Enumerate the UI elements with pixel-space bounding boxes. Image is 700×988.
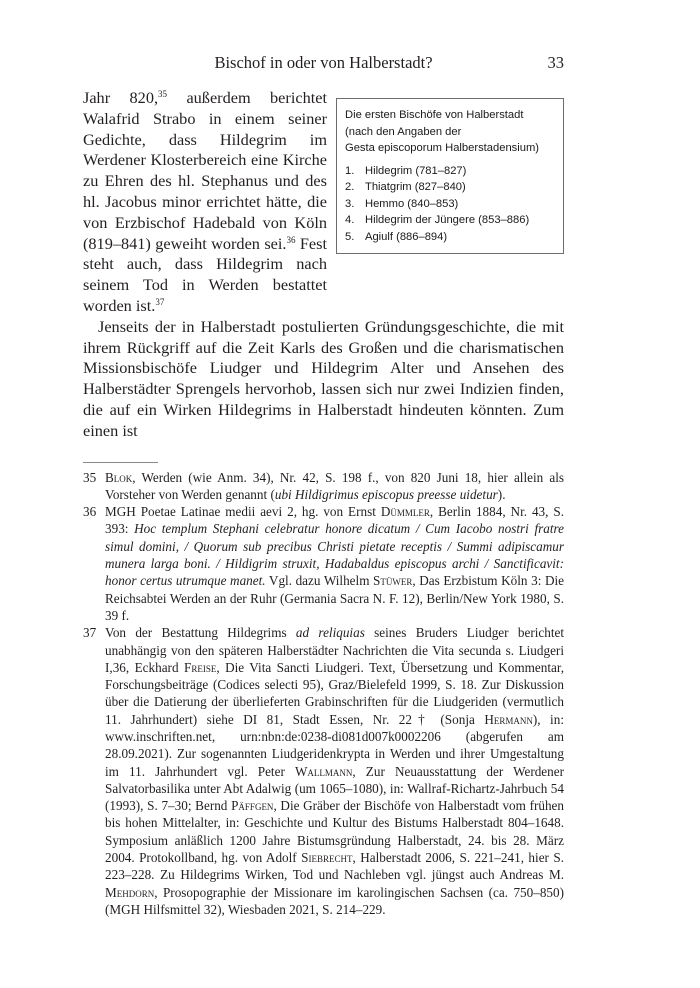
text-run: , Prosopographie der Missionare im karolingischen Sachsen (ca. 750–850) (MGH Hilfsmittel 32), Wiesbaden 2021, S. 214–229. — [105, 884, 564, 917]
footnote-text — [105, 625, 564, 917]
quoted-latin: ubi Hildigrimus episcopus preesse uidetur — [274, 486, 498, 502]
bishop-number: 3. — [345, 197, 355, 210]
author-name: Mehdorn — [105, 884, 155, 900]
body-paragraph-1 — [83, 88, 327, 317]
bishop-item — [345, 212, 557, 229]
paragraph-text: Jenseits der in Halberstadt postulierten Gründungsgeschichte, die mit ihrem Rückgriff auf die Zeit Karls des Großen und die charismatischen Missionsbischöfe Liudger und Hildegrim Alter und Ansehen des Halberstädter Sprengels hervorhob, lassen sich nur zwei Indizien finden, die auf ein Wirken Hildegrims in Halberstadt hindeuten könnten. Zum einen ist — [83, 316, 564, 440]
footnotes — [83, 469, 564, 919]
author-name: Päffgen — [231, 798, 274, 814]
text-run: ), in: www.inschriften.net, urn:nbn:de:0238-di081d007k0002206 (abgerufen am 28.09.2021). Zur sogenannten Liudgeridenkrypta in Werden und ihrer Umgestaltung im 11. Jahrhundert vgl. Peter — [105, 711, 564, 779]
bishop-number: 5. — [345, 230, 355, 243]
text-run: Jahr 820, — [83, 88, 159, 107]
text-run: , Halberstadt 2006, S. 221–241, hier S. 223–228. Zu Hildegrims Wirken, Tod und Nachleben vgl. jüngst auch Andreas M. — [105, 850, 564, 883]
footnote-ref-36[interactable]: 36 — [286, 234, 296, 245]
text-run: , Werden (wie Anm. 34), Nr. 42, S. 198 f., von 820 Juni 18, hier allein als Vorsteher von Werden genannt ( — [105, 469, 564, 502]
text-run: MGH Poetae Latinae medii aevi 2, hg. von Ernst — [105, 504, 381, 520]
footnote-separator — [83, 462, 158, 463]
bishop-item — [345, 163, 557, 180]
text-run: Fest steht auch, dass Hildegrim nach seinem Tod in Werden bestattet worden ist. — [83, 233, 328, 315]
bishop-item — [345, 196, 557, 213]
quoted-latin: ad reliquias — [295, 625, 365, 641]
bishop-name: Agiulf (886–894) — [365, 230, 448, 243]
text-run: Von der Bestattung Hildegrims — [105, 625, 296, 641]
text-run: außerdem berichtet Walafrid Strabo in einem seiner Gedichte, dass Hildegrim im Werdener Klosterbereich eine Kirche zu Ehren des hl. Stephanus und des hl. Jacobus minor errichtet hätte, die von Erzbischof Hadebald von Köln (819–841) geweiht worden sei. — [83, 88, 327, 253]
bishop-name: Hildegrim der Jüngere (853–886) — [365, 214, 530, 226]
text-run: ). — [497, 486, 506, 502]
quoted-latin: Hoc templum Stephani celebratur honore dicatum / Cum Iacobo nostri fratre simul domini, / Quorum sub precibus Christi pietate receptis / Summi adipiscamur munera larga boni. / Hildigrim struxit, Hadabaldus episcopus archi / Sanctificavit: honor certus utrumque manet. — [105, 521, 564, 589]
text-run: , Berlin 1884, Nr. 43, S. 393: — [105, 504, 565, 537]
infobox-title-line: Die ersten Bischöfe von Halberstadt — [345, 109, 524, 121]
footnote-36 — [83, 503, 564, 624]
infobox-title — [345, 107, 557, 157]
author-name: Stüwer — [373, 573, 413, 589]
author-name: Dümmler — [380, 504, 430, 520]
page-number: 33 — [547, 53, 564, 72]
footnote-ref-35[interactable]: 35 — [158, 89, 168, 99]
footnote-text — [105, 470, 564, 502]
footnote-35 — [83, 469, 564, 504]
bishops-list — [345, 163, 557, 246]
infobox-title-line: Gesta episcoporum Halberstadensium) — [345, 142, 540, 154]
bishop-item — [345, 179, 557, 196]
top-row — [83, 88, 564, 317]
author-name: Blok — [105, 469, 133, 485]
text-run: , Die Vita Sancti Liudgeri. Text, Übersetzung und Kommentar, Forschungsbeiträge (Codices selecti 95), Graz/Bielefeld 1999, S. 18. Zur Diskussion über die Datierung der überlieferten Grabinschriften für die Liudgeriden (vermutlich 11. Jahrhundert) siehe DI 81, Stadt Essen, Nr. 22† (Sonja — [105, 659, 564, 727]
bishops-infobox — [336, 98, 564, 254]
page — [83, 0, 564, 918]
bishop-number: 2. — [345, 181, 355, 193]
footnote-number: 36 — [83, 504, 97, 520]
text-run: Vgl. dazu Wilhelm — [265, 573, 374, 589]
bishop-name: Thiatgrim (827–840) — [365, 181, 466, 193]
bishop-number: 1. — [345, 164, 355, 177]
text-run: , Die Gräber der Bischöfe von Halberstadt vom frühen bis hohen Mittelalter, in: Geschichte und Kultur des Bistums Halberstadt 804–1648. Symposium anläßlich 1200 Jahre Bistumsgründung Halberstadt, 24. bis 28. März 2004. Protokollband, hg. von Adolf — [105, 798, 564, 866]
text-run: , Das Erzbistum Köln 3: Die Reichsabtei Werden an der Ruhr (Germania Sacra N. F. 12), Berlin/New York 1980, S. 39 f. — [105, 573, 564, 623]
footnote-37 — [83, 624, 564, 918]
footnote-ref-37[interactable]: 37 — [155, 296, 165, 307]
author-name: Wallmann — [294, 763, 353, 779]
bishop-name: Hemmo (840–853) — [365, 197, 459, 210]
bishop-item — [345, 229, 557, 246]
text-run: , Zur Neuausstattung der Werdener Salvatorbasilika unter Abt Adalwig (um 1065–1080), in: Wallraf-Richartz-Jahrbuch 54 (1993), S. 7–30; Bernd — [105, 763, 564, 814]
footnote-text — [105, 504, 564, 623]
author-name: Siebrecht — [301, 850, 353, 866]
footnote-number: 37 — [83, 625, 97, 641]
infobox-title-line: (nach den Angaben der — [345, 125, 462, 138]
running-head — [83, 52, 564, 74]
text-run: seines Bruders Liudger berichtet unabhängig von den späteren Halberstädter Nachrichten die Vita secunda s. Liudgeri I,36, Eckhard — [105, 625, 564, 675]
paragraph-text — [83, 88, 327, 317]
author-name: Freise — [183, 659, 217, 675]
footnote-number: 35 — [83, 469, 97, 485]
body-paragraph-2 — [83, 317, 564, 442]
bishop-name: Hildegrim (781–827) — [365, 164, 467, 177]
bishop-number: 4. — [345, 214, 355, 226]
running-title: Bischof in oder von Halberstadt? — [214, 53, 433, 72]
author-name: Hermann — [484, 711, 533, 727]
